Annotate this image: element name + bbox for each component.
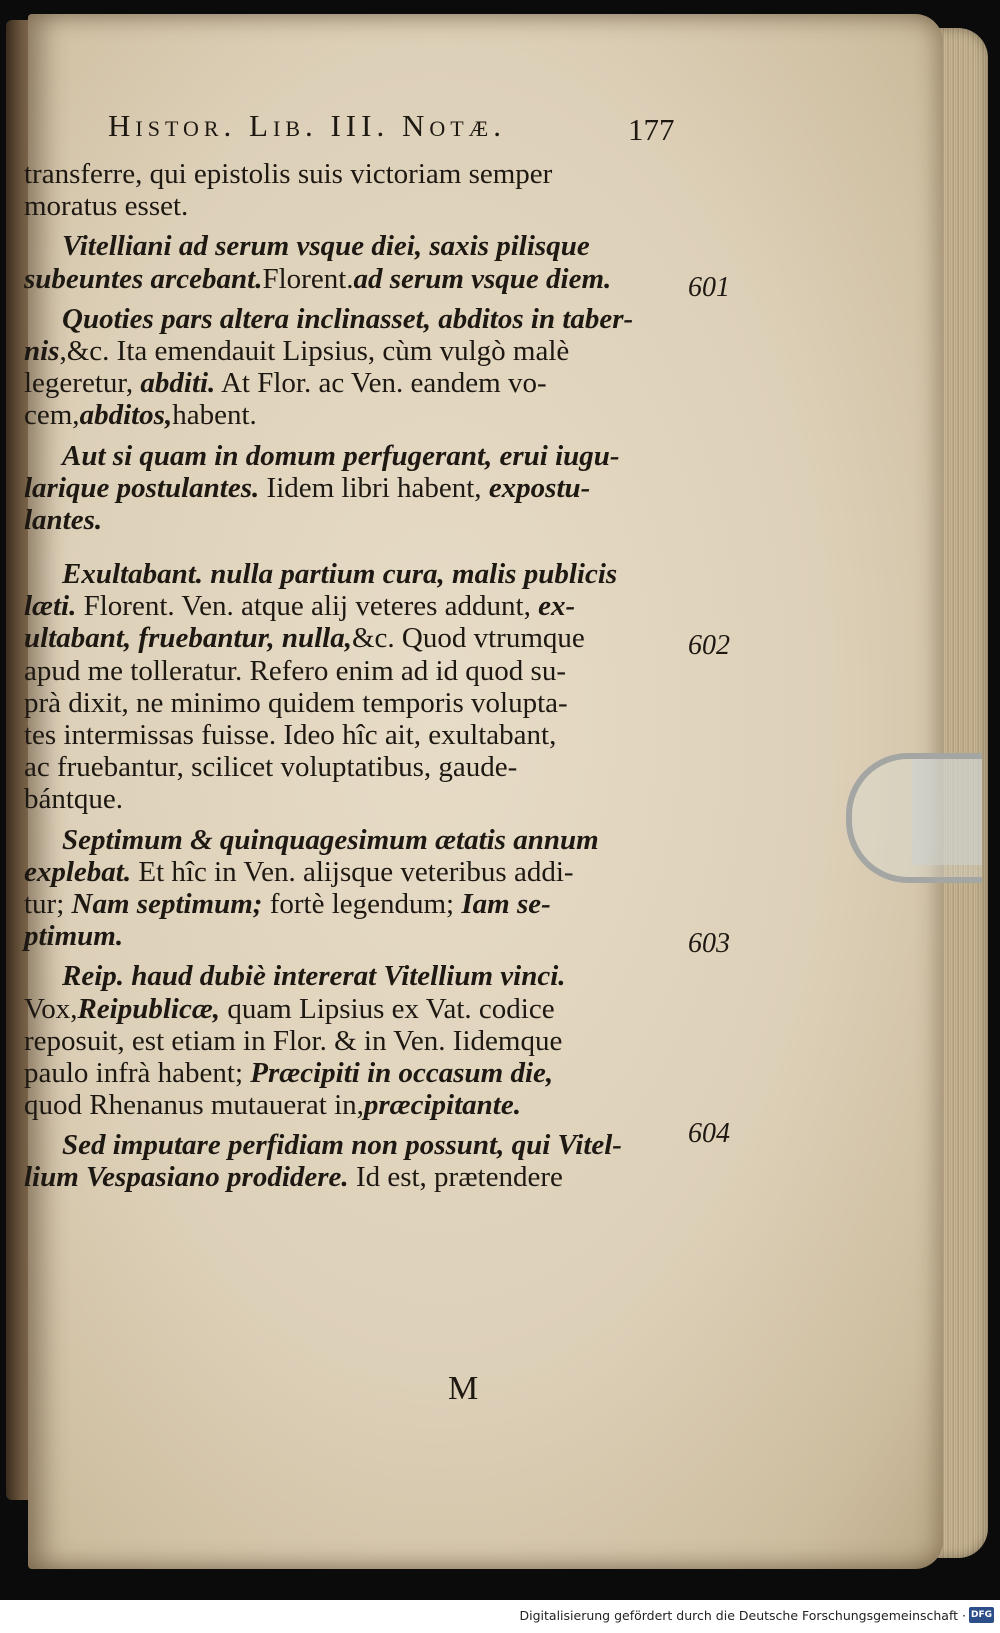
text-line: reposuit, est etiam in Flor. & in Ven. Iidemque [24, 1024, 563, 1057]
funding-credit: Digitalisierung gefördert durch die Deutsche Forschungsgemeinschaft · [519, 1608, 966, 1623]
text-line: transferre, qui epistolis suis victoriam semper [24, 158, 553, 190]
signature-mark: M [448, 1370, 479, 1407]
folio-number: 177 [628, 112, 675, 147]
running-header [108, 108, 744, 158]
text-line: nis,&c. Ita emendauit Lipsius, cùm vulgò malè [24, 334, 570, 367]
page-text [24, 108, 744, 1194]
note-603-line: Septimum & quinquagesimum ætatis annum [62, 823, 599, 856]
text-line: tes intermissas fuisse. Ideo hîc ait, exultabant, [24, 719, 557, 751]
text-line: tur; Nam septimum; fortè legendum; Iam se- [24, 887, 551, 920]
note-line: Aut si quam in domum perfugerant, erui iugu- [62, 439, 620, 472]
note-601-line: Vitelliani ad serum vsque diei, saxis pilisque [62, 230, 590, 263]
text-line: subeuntes arcebant.Florent.ad serum vsque diem. [24, 262, 612, 295]
footer-bar [0, 1600, 1000, 1633]
dfg-logo-icon: DFG [969, 1607, 994, 1623]
page-clip-bar [912, 759, 982, 865]
text-line: bántque. [24, 783, 124, 816]
text-line: quod Rhenanus mutauerat in,præcipitante. [24, 1089, 521, 1122]
margin-note-number: 601 [688, 272, 730, 303]
text-line: legeretur, abditi. At Flor. ac Ven. eandem vo- [24, 367, 547, 400]
text-line: Vox,Reipublicæ, quam Lipsius ex Vat. codice [24, 992, 555, 1025]
text-line: apud me tolleratur. Refero enim ad id quod su- [24, 654, 566, 687]
text-line: explebat. Et hîc in Ven. alijsque veteribus addi- [24, 855, 574, 888]
note-602-line: Exultabant. nulla partium cura, malis publicis [62, 558, 618, 591]
text-line: lium Vespasiano prodidere. Id est, prætendere [24, 1161, 563, 1194]
text-line: paulo infrà habent; Præcipiti in occasum die, [24, 1056, 554, 1089]
margin-note-number: 604 [688, 1118, 730, 1149]
margin-note-number: 603 [688, 928, 730, 959]
text-line: læti. Florent. Ven. atque alij veteres addunt, ex- [24, 590, 576, 623]
note-line: Sed imputare perfidiam non possunt, qui Vitel- [62, 1129, 622, 1162]
text-line: lantes. [24, 503, 103, 536]
note-604-line: Reip. haud dubiè intererat Vitellium vinci. [62, 960, 566, 993]
note-line: Quoties pars altera inclinasset, abditos in taber- [62, 302, 634, 335]
running-title: Histor. Lib. III. Notæ. [108, 108, 506, 143]
text-line: larique postulantes. Iidem libri habent, expostu- [24, 471, 591, 504]
text-line: moratus esset. [24, 190, 189, 223]
text-line: ptimum. [24, 920, 124, 953]
text-line: cem,abditos,habent. [24, 399, 257, 432]
text-line: ultabant, fruebantur, nulla,&c. Quod vtrumque [24, 622, 585, 655]
margin-note-number: 602 [688, 630, 730, 661]
text-line: prà dixit, ne minimo quidem temporis volupta- [24, 686, 568, 719]
text-line: ac fruebantur, scilicet voluptatibus, gaude- [24, 751, 518, 784]
